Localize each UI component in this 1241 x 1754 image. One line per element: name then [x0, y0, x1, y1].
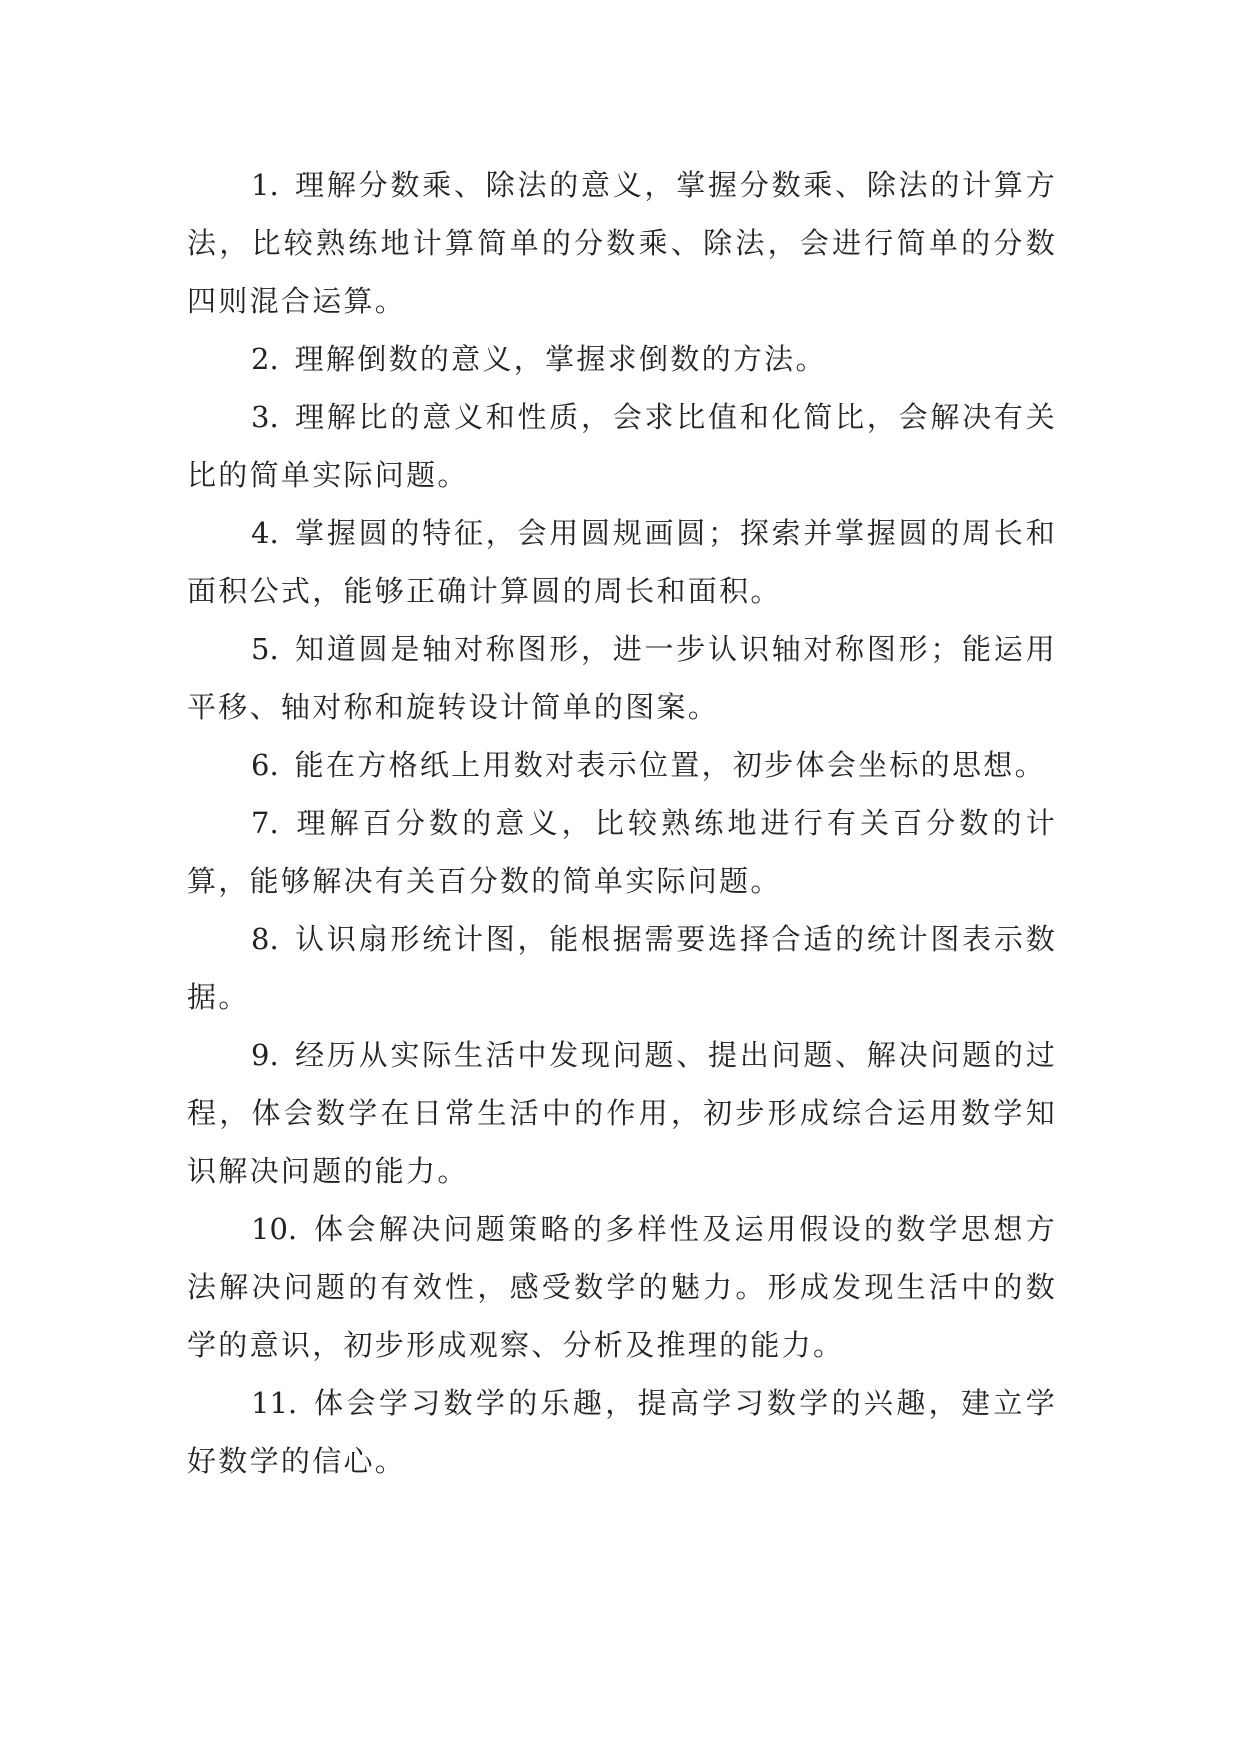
objective-text: 理解倒数的意义，掌握求倒数的方法。: [294, 342, 827, 376]
objective-number: 11.: [251, 1386, 298, 1420]
objective-item-9: [187, 1026, 1057, 1200]
objective-text: 掌握圆的特征，会用圆规画圆；探索并掌握圆的周长和面积公式，能够正确计算圆的周长和面积。: [187, 516, 1057, 608]
objective-number: 7.: [251, 806, 279, 840]
objective-text: 理解比的意义和性质，会求比值和化简比，会解决有关比的简单实际问题。: [187, 400, 1057, 492]
objective-text: 经历从实际生活中发现问题、提出问题、解决问题的过程，体会数学在日常生活中的作用，初步形成综合运用数学知识解决问题的能力。: [187, 1038, 1057, 1188]
objective-text: 体会学习数学的乐趣，提高学习数学的兴趣，建立学好数学的信心。: [187, 1386, 1057, 1478]
objective-number: 2.: [251, 342, 279, 376]
objective-number: 6.: [251, 748, 279, 782]
objective-item-10: [187, 1200, 1057, 1374]
objective-number: 10.: [251, 1212, 298, 1246]
objective-item-2: [187, 330, 1057, 388]
objective-number: 3.: [251, 400, 279, 434]
objective-item-7: [187, 794, 1057, 910]
objective-item-11: [187, 1374, 1057, 1490]
objective-text: 理解分数乘、除法的意义，掌握分数乘、除法的计算方法，比较熟练地计算简单的分数乘、除法，会进行简单的分数四则混合运算。: [187, 168, 1057, 318]
objective-number: 1.: [251, 168, 279, 202]
objective-text: 知道圆是轴对称图形，进一步认识轴对称图形；能运用平移、轴对称和旋转设计简单的图案。: [187, 632, 1057, 724]
objective-number: 8.: [251, 922, 279, 956]
objective-text: 认识扇形统计图，能根据需要选择合适的统计图表示数据。: [187, 922, 1057, 1014]
objective-item-5: [187, 620, 1057, 736]
objective-number: 4.: [251, 516, 279, 550]
objective-item-4: [187, 504, 1057, 620]
objective-item-1: [187, 156, 1057, 330]
objective-text: 体会解决问题策略的多样性及运用假设的数学思想方法解决问题的有效性，感受数学的魅力。形成发现生活中的数学的意识，初步形成观察、分析及推理的能力。: [187, 1212, 1057, 1362]
objectives-list: [187, 156, 1057, 1490]
objective-text: 理解百分数的意义，比较熟练地进行有关百分数的计算，能够解决有关百分数的简单实际问题。: [187, 806, 1057, 898]
objective-item-3: [187, 388, 1057, 504]
objective-text: 能在方格纸上用数对表示位置，初步体会坐标的思想。: [294, 748, 1046, 782]
objective-item-6: [187, 736, 1057, 794]
objective-number: 5.: [251, 632, 279, 666]
objective-item-8: [187, 910, 1057, 1026]
objective-number: 9.: [251, 1038, 279, 1072]
